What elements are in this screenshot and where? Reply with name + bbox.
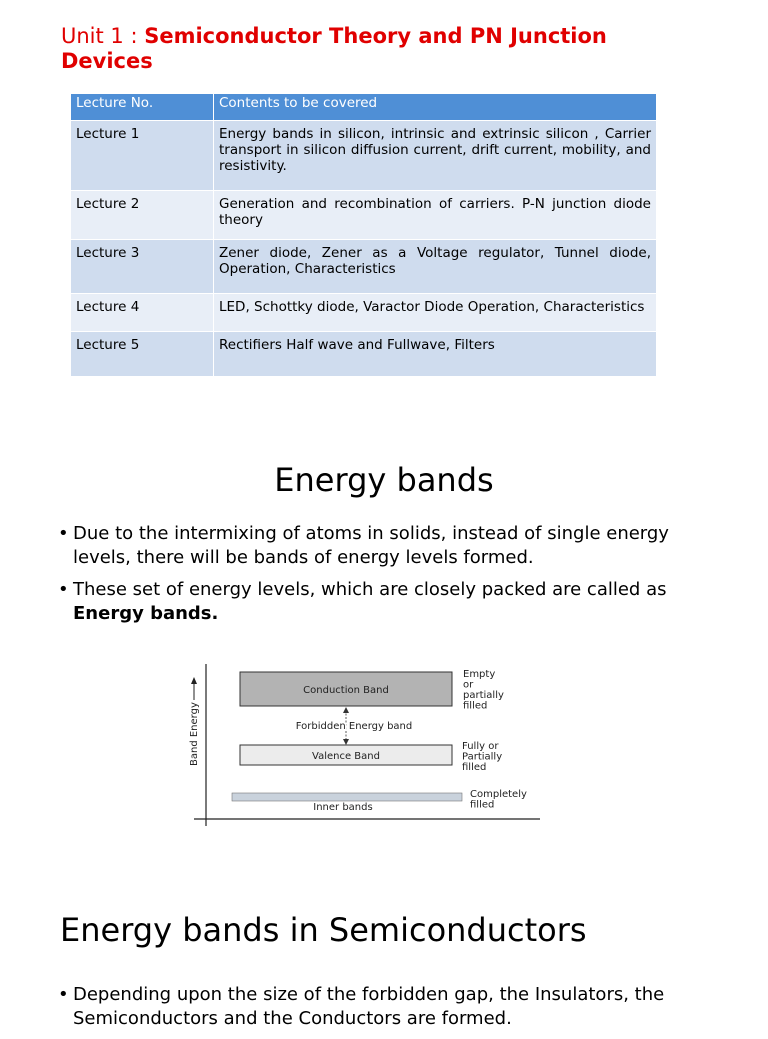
- forbidden-gap-arrow-down-icon: [343, 739, 349, 745]
- bullet-text: These set of energy levels, which are closely packed are called as: [73, 579, 667, 600]
- energy-bands-bullets: [58, 522, 708, 634]
- bullet-suffix: .: [211, 603, 219, 624]
- contents-cell: Rectifiers Half wave and Fullwave, Filters: [214, 332, 657, 377]
- lecture-no-cell: Lecture 3: [71, 240, 214, 294]
- unit-title-text: Semiconductor Theory and PN Junction Devices: [61, 24, 607, 73]
- header-contents: Contents to be covered: [214, 94, 657, 121]
- note-conduction: [463, 669, 507, 712]
- table-row: [71, 191, 657, 240]
- bullet-dot-icon: •: [58, 579, 69, 600]
- lecture-no-cell: Lecture 4: [71, 294, 214, 332]
- table-row: [71, 240, 657, 294]
- semiconductors-title: Energy bands in Semiconductors: [60, 911, 587, 949]
- header-lecture-no: Lecture No.: [71, 94, 214, 121]
- contents-cell: Zener diode, Zener as a Voltage regulator, Tunnel diode, Operation, Characteristics: [214, 240, 657, 294]
- bullet-dot-icon: •: [58, 984, 69, 1005]
- energy-band-diagram: [180, 662, 560, 830]
- contents-cell: Generation and recombination of carriers. P-N junction diode theory: [214, 191, 657, 240]
- bullet-text: Due to the intermixing of atoms in solids, instead of single energy levels, there will be bands of energy levels formed.: [73, 523, 669, 568]
- lecture-no-cell: Lecture 5: [71, 332, 214, 377]
- energy-bands-title: Energy bands: [274, 461, 494, 499]
- bullet-item: [58, 522, 708, 570]
- lecture-no-cell: Lecture 1: [71, 121, 214, 191]
- note-line: Empty: [463, 669, 496, 680]
- note-line: Partially: [462, 751, 503, 763]
- note-line: filled: [463, 700, 488, 712]
- table-row: [71, 121, 657, 191]
- forbidden-gap-arrow-up-icon: [343, 707, 349, 713]
- note-line: filled: [470, 799, 495, 811]
- contents-cell: LED, Schottky diode, Varactor Diode Operation, Characteristics: [214, 294, 657, 332]
- bullet-dot-icon: •: [58, 523, 69, 544]
- inner-bands-label: Inner bands: [313, 802, 373, 813]
- table-row: [71, 294, 657, 332]
- valence-band-label: Valence Band: [312, 751, 380, 762]
- y-axis-label: Band Energy: [189, 702, 200, 766]
- conduction-band-label: Conduction Band: [303, 685, 389, 696]
- lecture-table: [71, 94, 657, 377]
- note-line: partially: [463, 690, 504, 701]
- note-inner: [470, 789, 530, 811]
- inner-bands-bar: [232, 793, 462, 801]
- lecture-no-cell: Lecture 2: [71, 191, 214, 240]
- table-row: [71, 332, 657, 377]
- note-line: Fully or: [462, 741, 499, 752]
- note-line: filled: [462, 762, 487, 773]
- semiconductors-bullets: [58, 983, 708, 1039]
- y-axis-arrowhead-icon: [191, 677, 197, 684]
- note-line: or: [463, 679, 474, 691]
- forbidden-band-label: Forbidden Energy band: [295, 721, 413, 732]
- bullet-text: Depending upon the size of the forbidden gap, the Insulators, the Semiconductors and the Conductors are formed.: [73, 984, 665, 1029]
- bullet-bold-term: Energy bands: [73, 603, 212, 624]
- bullet-item: [58, 578, 708, 626]
- contents-cell: Energy bands in silicon, intrinsic and extrinsic silicon , Carrier transport in silicon diffusion current, drift current, mobility, and resistivity.: [214, 121, 657, 191]
- unit-prefix: Unit 1 :: [61, 24, 145, 48]
- note-line: Completely: [470, 789, 527, 800]
- note-valence: [462, 741, 505, 773]
- unit-title: [61, 24, 701, 74]
- table-header-row: [71, 94, 657, 121]
